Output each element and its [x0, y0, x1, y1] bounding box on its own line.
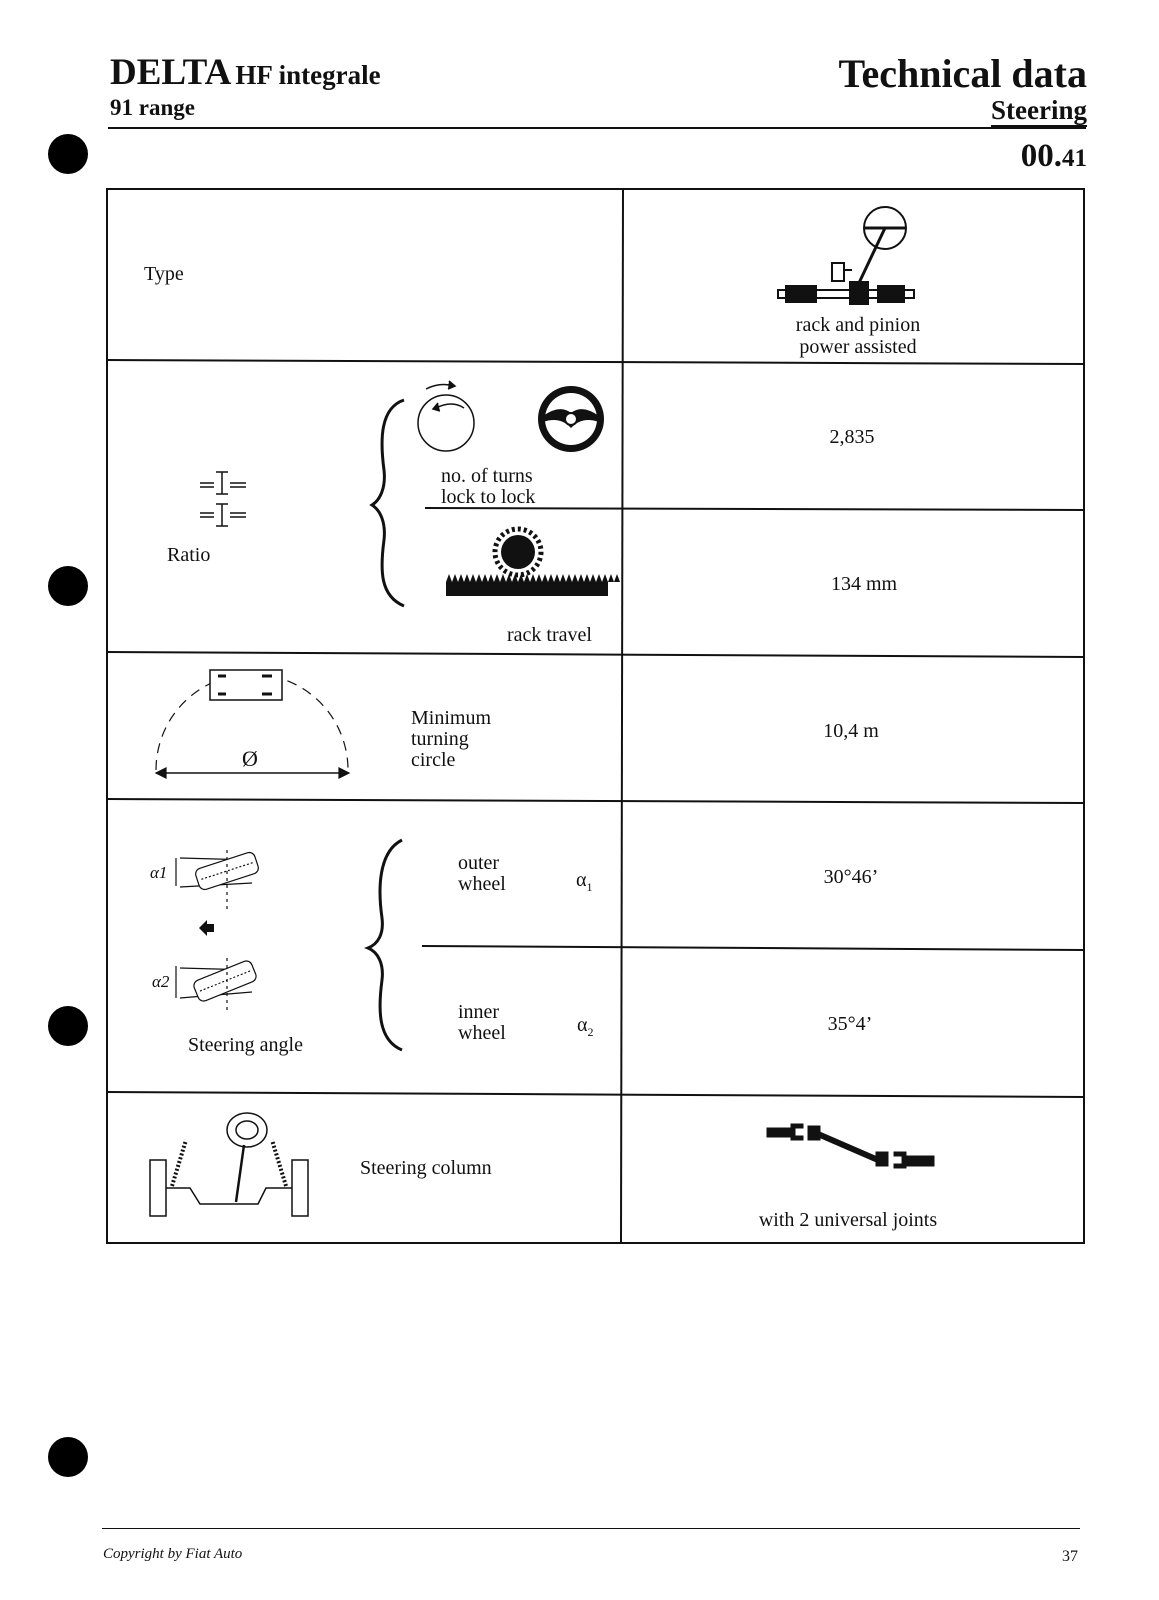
rack-pinion-assembly-icon [778, 207, 914, 304]
alpha1-label: α1 [150, 863, 168, 882]
type-label: Type [144, 263, 184, 285]
section-subtitle: Steering [991, 95, 1087, 125]
alpha2-label: α2 [152, 972, 170, 991]
turning-circle-line1: Minimum [411, 707, 492, 729]
rack-gear-icon [446, 529, 620, 596]
type-value-line1: rack and pinion [795, 314, 921, 336]
steering-wheel-icon [538, 386, 604, 452]
inner-wheel-value: 35°4’ [827, 1013, 873, 1035]
direction-arrow-icon [199, 920, 214, 936]
turning-circle-label [411, 708, 491, 771]
gear-ratio-icon [200, 472, 246, 526]
type-value-line2: power assisted [799, 336, 917, 358]
ratio-label: Ratio [167, 544, 211, 566]
outer-wheel-symbol: $\alpha_1$ [576, 869, 593, 894]
front-suspension-column-icon [150, 1113, 308, 1216]
type-value [740, 314, 976, 358]
turning-circle-value: 10,4 m [823, 720, 879, 742]
footer-rule [102, 1528, 1080, 1529]
rack-travel-value: 134 mm [830, 573, 898, 595]
steering-column-label: Steering column [360, 1157, 492, 1179]
outer-wheel-angle-icon [176, 850, 260, 910]
copyright: Copyright by Fiat Auto [103, 1546, 243, 1562]
turns-label [441, 466, 535, 508]
diameter-symbol: Ø [242, 746, 258, 771]
inner-wheel-line2: wheel [458, 1022, 506, 1044]
universal-joints-icon [767, 1124, 934, 1168]
turns-label-line2: lock to lock [441, 486, 536, 508]
outer-wheel-line1: outer [458, 852, 500, 874]
turns-label-line1: no. of turns [441, 465, 533, 487]
outer-wheel-label [458, 853, 506, 895]
model-range: 91 range [110, 95, 195, 120]
steering-angle-brace [368, 840, 402, 1050]
turns-value: 2,835 [829, 426, 875, 448]
section-code: 00.41 [1020, 138, 1087, 174]
inner-wheel-symbol: $\alpha_2$ [577, 1014, 594, 1039]
outer-wheel-value: 30°46’ [823, 866, 879, 888]
brand-title: DELTA HF integrale [110, 52, 381, 93]
outer-wheel-line2: wheel [458, 873, 506, 895]
rotation-circle-icon [418, 381, 474, 451]
steering-column-value: with 2 universal joints [758, 1209, 938, 1231]
turning-circle-line3: circle [411, 749, 456, 771]
ratio-brace [372, 400, 404, 606]
page-number: 37 [1062, 1548, 1078, 1565]
turning-circle-line2: turning [411, 728, 469, 750]
section-title: Technical data [838, 51, 1087, 96]
rack-travel-label: rack travel [507, 624, 592, 646]
steering-angle-label: Steering angle [188, 1034, 303, 1056]
inner-wheel-line1: inner [458, 1001, 500, 1023]
inner-wheel-angle-icon [176, 958, 258, 1010]
inner-wheel-label [458, 1002, 506, 1044]
